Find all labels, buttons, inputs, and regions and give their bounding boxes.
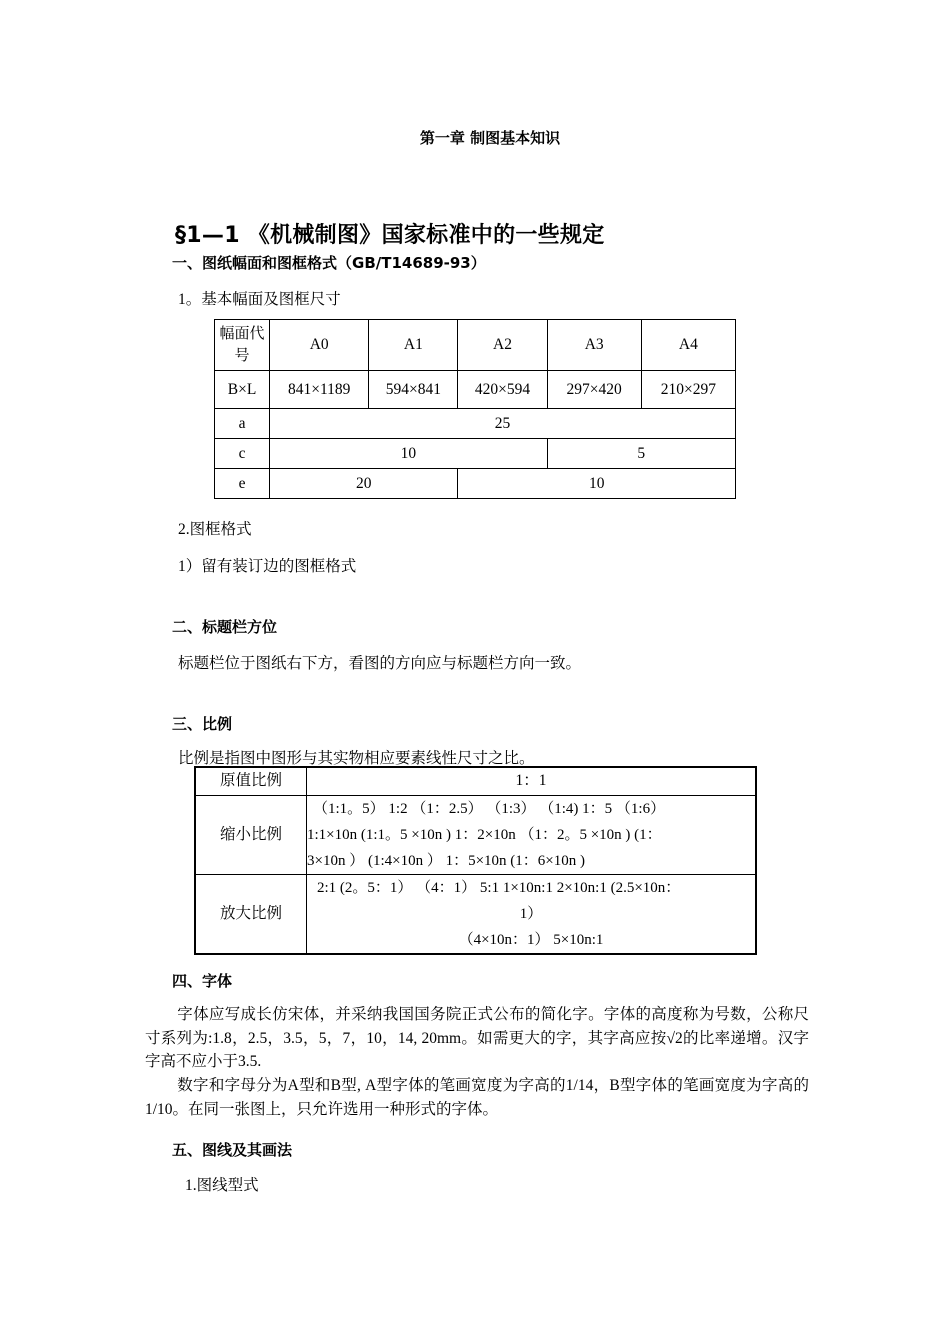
size-a4: A4 — [641, 320, 735, 371]
a-value: 25 — [270, 409, 736, 439]
c-label: c — [215, 439, 270, 469]
paper-size-table — [214, 319, 736, 499]
table-header-label: 幅面代号 — [215, 320, 270, 371]
heading-scale: 三、比例 — [172, 715, 233, 733]
bxl-a2: 420×594 — [458, 371, 547, 409]
reduce-line-1: （1:1。5） 1:2 （1：2.5） （1:3） （1:4) 1：5 （1:6） — [313, 800, 666, 817]
scale-enlarge-label: 放大比例 — [195, 874, 307, 954]
e-value-large: 20 — [270, 469, 458, 499]
font-paragraph-1-text: 字体应写成长仿宋体，并采纳我国国务院正式公布的简化字。字体的高度称为号数，公称尺寸系列为:1.8，2.5，3.5，5，7，10，14, 20mm。如需更大的字，其字高应按√2的比率递增。汉字字高不应小于3.5. — [145, 1006, 809, 1070]
scale-enlarge-values — [307, 874, 757, 954]
size-a3: A3 — [547, 320, 641, 371]
size-a0: A0 — [270, 320, 369, 371]
heading-paper-format: 一、图纸幅面和图框格式（GB/T14689-93） — [172, 254, 486, 272]
item-basic-format: 1。基本幅面及图框尺寸 — [178, 291, 341, 308]
c-value-small: 5 — [547, 439, 735, 469]
scale-reduce-label: 缩小比例 — [195, 795, 307, 874]
e-value-small: 10 — [458, 469, 736, 499]
font-paragraph-2 — [145, 1074, 809, 1121]
bxl-label: B×L — [215, 371, 270, 409]
scale-table — [194, 766, 757, 955]
scale-original-value: 1：1 — [307, 767, 757, 795]
section-title: §1—1 《机械制图》国家标准中的一些规定 — [175, 223, 605, 248]
item-frame-format: 2.图框格式 — [178, 521, 252, 538]
c-value-large: 10 — [270, 439, 548, 469]
scale-reduce-values — [307, 795, 757, 874]
scale-original-label: 原值比例 — [195, 767, 307, 795]
bxl-a3: 297×420 — [547, 371, 641, 409]
title-block-text: 标题栏位于图纸右下方，看图的方向应与标题栏方向一致。 — [178, 655, 582, 672]
font-paragraph-2-text: 数字和字母分为A型和B型, A型字体的笔画宽度为字高的1/14，B型字体的笔画宽度为字高的1/10。在同一张图上，只允许选用一种形式的字体。 — [145, 1077, 809, 1118]
a-label: a — [215, 409, 270, 439]
heading-lines: 五、图线及其画法 — [172, 1141, 293, 1159]
font-paragraph-1 — [145, 1003, 809, 1074]
size-a2: A2 — [458, 320, 547, 371]
item-line-types: 1.图线型式 — [185, 1177, 259, 1194]
item-binding-frame: 1）留有装订边的图框格式 — [178, 558, 357, 575]
e-label: e — [215, 469, 270, 499]
size-a1: A1 — [369, 320, 458, 371]
enlarge-line-1: 2:1 (2。5：1） （4：1） 5:1 1×10n:1 2×10n:1 (2.5×10n： — [317, 879, 681, 896]
reduce-line-3: 3×10n ） (1:4×10n ） 1：5×10n (1：6×10n ) — [307, 852, 585, 869]
bxl-a1: 594×841 — [369, 371, 458, 409]
chapter-title: 第一章 制图基本知识 — [419, 129, 561, 147]
scale-text: 比例是指图中图形与其实物相应要素线性尺寸之比。 — [178, 750, 535, 767]
bxl-a4: 210×297 — [641, 371, 735, 409]
bxl-a0: 841×1189 — [270, 371, 369, 409]
enlarge-line-3: （4×10n：1） 5×10n:1 — [458, 931, 604, 948]
heading-font: 四、字体 — [172, 972, 233, 990]
enlarge-line-2: 1） — [519, 905, 543, 922]
reduce-line-2: 1:1×10n (1:1。5 ×10n ) 1：2×10n （1：2。5 ×10n ) (1： — [307, 826, 662, 843]
heading-title-block: 二、标题栏方位 — [172, 618, 278, 636]
